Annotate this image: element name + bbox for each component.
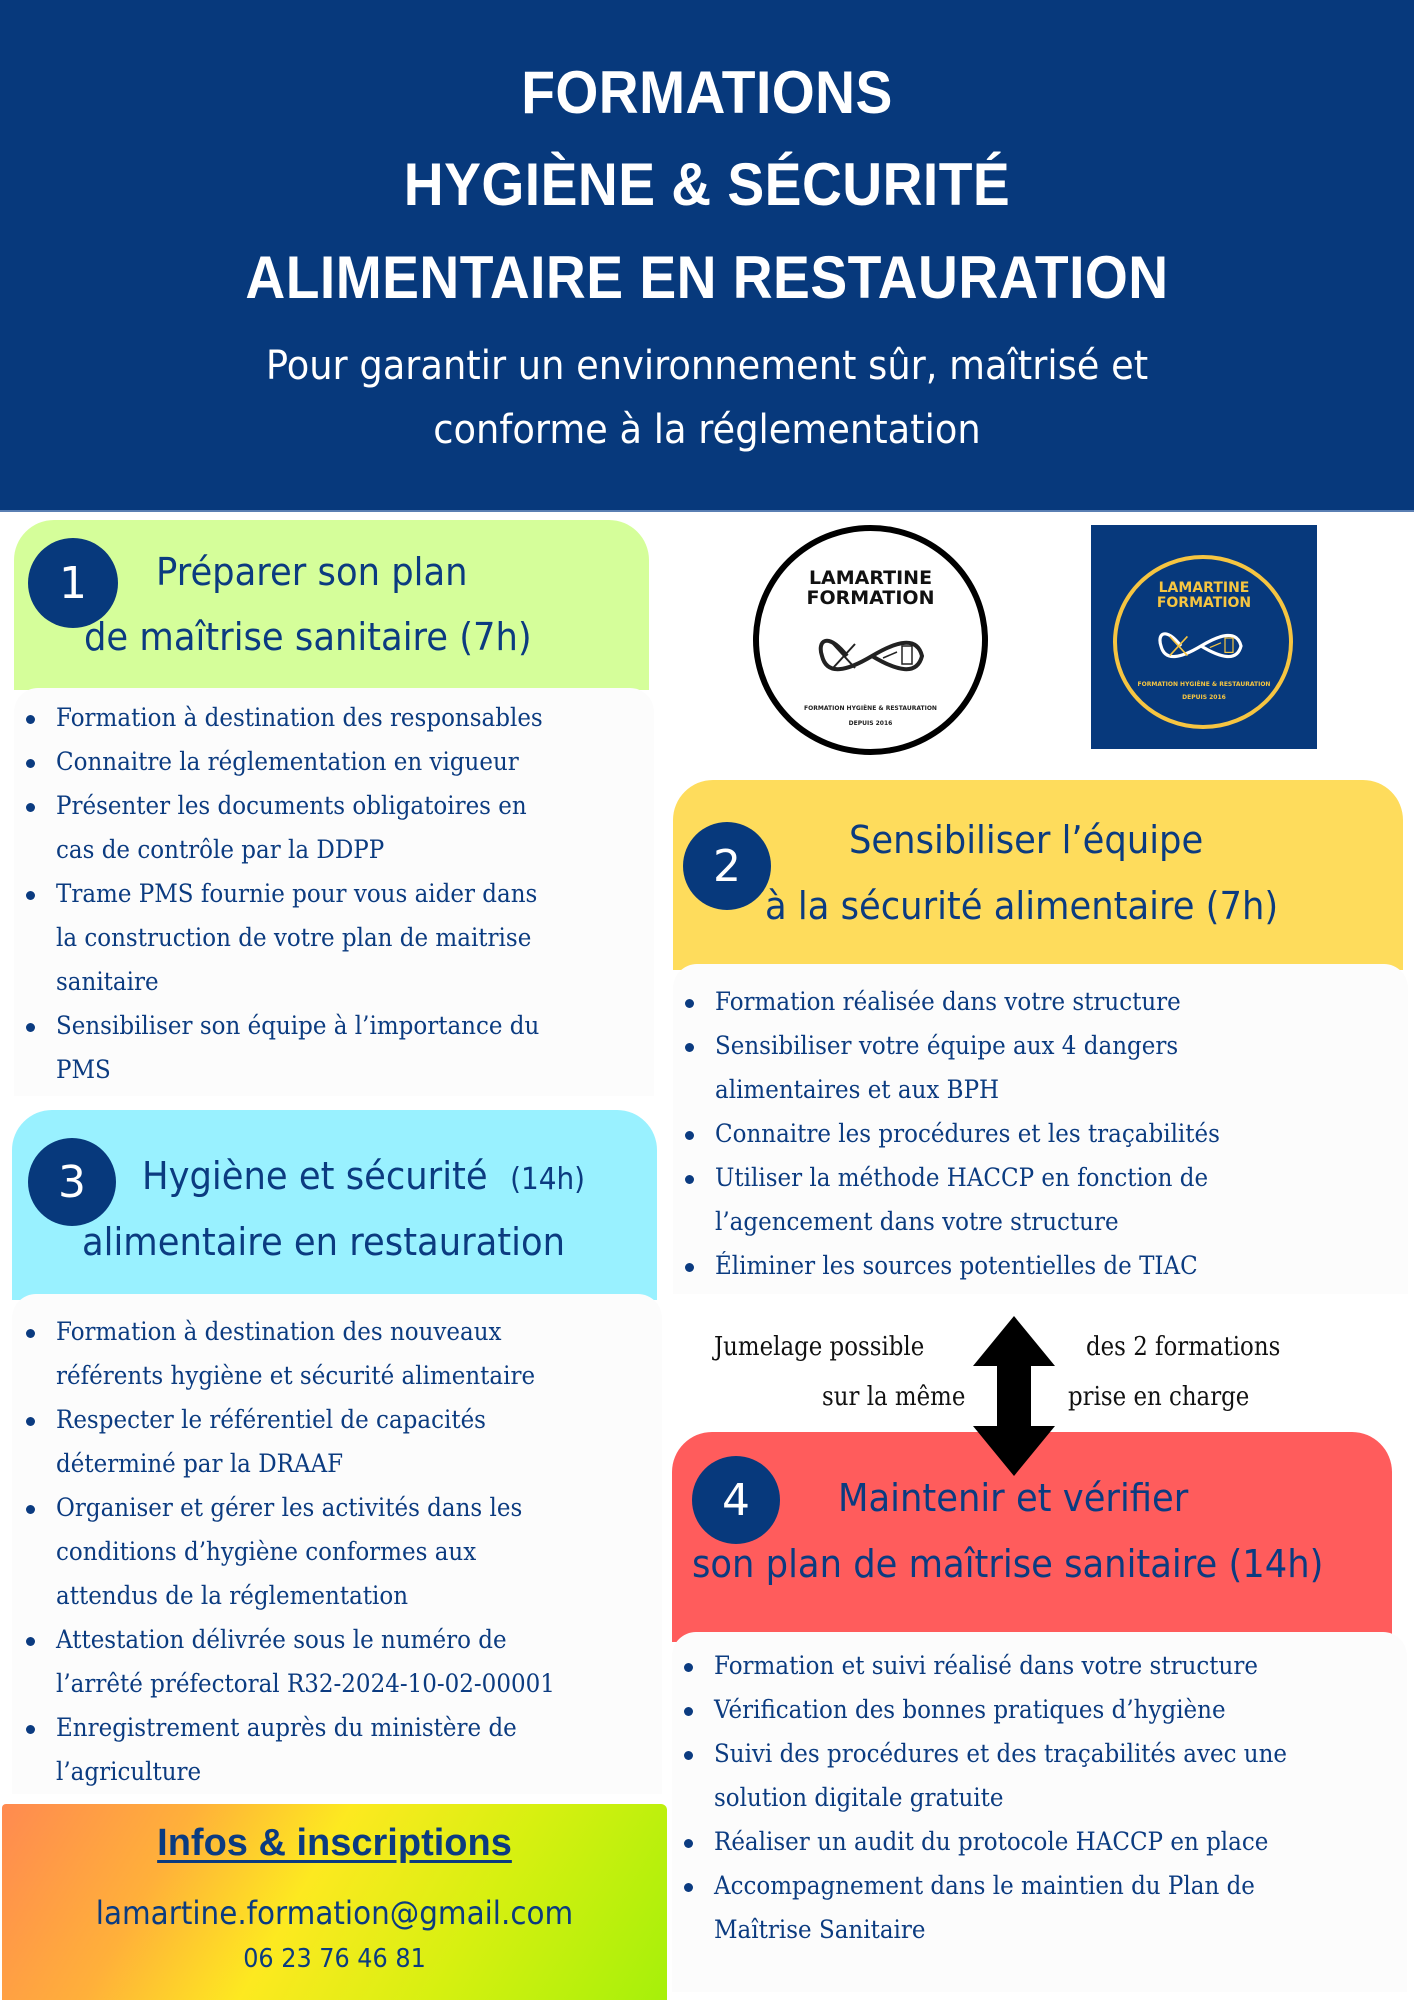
list-item: Réaliser un audit du protocole HACCP en place	[676, 1820, 1406, 1864]
card-3-header	[12, 1110, 657, 1300]
contact-box	[2, 1804, 667, 2000]
contact-phone[interactable]: 06 23 76 46 81	[243, 1944, 426, 1974]
list-item: Formation à destination des responsables	[18, 696, 648, 740]
lamartine-logo-blue	[1091, 525, 1317, 749]
card-1-title-line-1: Préparer son plan	[156, 550, 468, 594]
contact-title: Infos & inscriptions	[157, 1822, 512, 1864]
card-2-number-badge: 2	[683, 822, 771, 910]
jumelage-right-line-2: prise en charge	[1068, 1382, 1250, 1412]
list-item: Respecter le référentiel de capacités déterminé par la DRAAF	[18, 1398, 678, 1486]
list-item: Connaitre la réglementation en vigueur	[18, 740, 648, 784]
list-item: Présenter les documents obligatoires en cas de contrôle par la DDPP	[18, 784, 648, 872]
jumelage-left-line-1: Jumelage possible	[714, 1332, 925, 1362]
list-item: Trame PMS fournie pour vous aider dans la construction de votre plan de maitrise sanitaire	[18, 872, 648, 1004]
card-2-title-line-2: à la sécurité alimentaire (7h)	[765, 884, 1279, 928]
list-item: Accompagnement dans le maintien du Plan de Maîtrise Sanitaire	[676, 1864, 1406, 1952]
card-4-list	[676, 1644, 1406, 1952]
list-item: Enregistrement auprès du ministère de l’agriculture	[18, 1706, 678, 1794]
card-2-title-line-1: Sensibiliser l’équipe	[849, 818, 1204, 862]
card-2-header	[673, 780, 1403, 970]
page-subtitle-line-2: conforme à la réglementation	[433, 407, 981, 453]
card-2-list	[677, 980, 1407, 1288]
double-arrow-vertical-icon	[973, 1316, 1055, 1476]
logo-white-since: DEPUIS 2016	[848, 720, 893, 727]
card-1-header	[14, 520, 649, 690]
list-item: Formation et suivi réalisé dans votre structure	[676, 1644, 1406, 1688]
card-4-body	[672, 1632, 1407, 1992]
list-item: Utiliser la méthode HACCP en fonction de l’agencement dans votre structure	[677, 1156, 1407, 1244]
card-3-body	[12, 1294, 662, 1794]
list-item: Formation à destination des nouveaux référents hygiène et sécurité alimentaire	[18, 1310, 678, 1398]
infinity-cutlery-handwash-icon	[817, 626, 927, 686]
card-4-title-line-1: Maintenir et vérifier	[838, 1476, 1189, 1520]
list-item: Connaitre les procédures et les traçabilités	[677, 1112, 1407, 1156]
card-4-title-line-2: son plan de maîtrise sanitaire (14h)	[692, 1542, 1324, 1586]
list-item: Vérification des bonnes pratiques d’hygiène	[676, 1688, 1406, 1732]
jumelage-right-line-1: des 2 formations	[1086, 1332, 1281, 1362]
contact-email[interactable]: lamartine.formation@gmail.com	[95, 1894, 574, 1932]
list-item: Organiser et gérer les activités dans les conditions d’hygiène conformes aux attendus de la réglementation	[18, 1486, 678, 1618]
list-item: Sensibiliser votre équipe aux 4 dangers alimentaires et aux BPH	[677, 1024, 1407, 1112]
card-4-number-badge: 4	[692, 1456, 780, 1544]
logo-white-tagline: FORMATION HYGIÈNE & RESTAURATION	[804, 705, 937, 712]
list-item: Suivi des procédures et des traçabilités avec une solution digitale gratuite	[676, 1732, 1406, 1820]
page-title-line-3: ALIMENTAIRE EN RESTAURATION	[245, 244, 1169, 311]
logo-blue-tagline: FORMATION HYGIÈNE & RESTAURATION	[1137, 681, 1271, 688]
card-1-number-badge: 1	[28, 538, 118, 628]
list-item: Formation réalisée dans votre structure	[677, 980, 1407, 1024]
card-3-title-line-2: alimentaire en restauration	[82, 1220, 566, 1264]
card-2-body	[673, 964, 1408, 1294]
logo-blue-name: LAMARTINE FORMATION	[1156, 580, 1252, 611]
page-header	[0, 0, 1414, 512]
page-title-line-1: FORMATIONS	[521, 59, 893, 126]
jumelage-left-line-2: sur la même	[822, 1382, 966, 1412]
card-1-list	[18, 696, 648, 1092]
card-3-list	[18, 1310, 678, 1794]
card-1-body	[14, 688, 654, 1096]
card-3-title-line-1: Hygiène et sécurité (14h)	[142, 1154, 586, 1198]
card-3-number-badge: 3	[28, 1138, 116, 1226]
list-item: Éliminer les sources potentielles de TIAC	[677, 1244, 1407, 1288]
card-1-title-line-2: de maîtrise sanitaire (7h)	[84, 615, 532, 659]
logo-blue-since: DEPUIS 2016	[1182, 694, 1226, 701]
page-subtitle-line-1: Pour garantir un environnement sûr, maîtrisé et	[265, 343, 1149, 389]
list-item: Sensibiliser son équipe à l’importance du PMS	[18, 1004, 648, 1092]
list-item: Attestation délivrée sous le numéro de l’arrêté préfectoral R32-2024-10-02-00001	[18, 1618, 678, 1706]
logo-white-name: LAMARTINE FORMATION	[806, 567, 935, 609]
infinity-cutlery-handwash-icon	[1151, 622, 1251, 670]
lamartine-logo-white	[753, 525, 988, 755]
page-title-line-2: HYGIÈNE & SÉCURITÉ	[403, 151, 1011, 218]
card-3-hours: (14h)	[510, 1162, 586, 1197]
